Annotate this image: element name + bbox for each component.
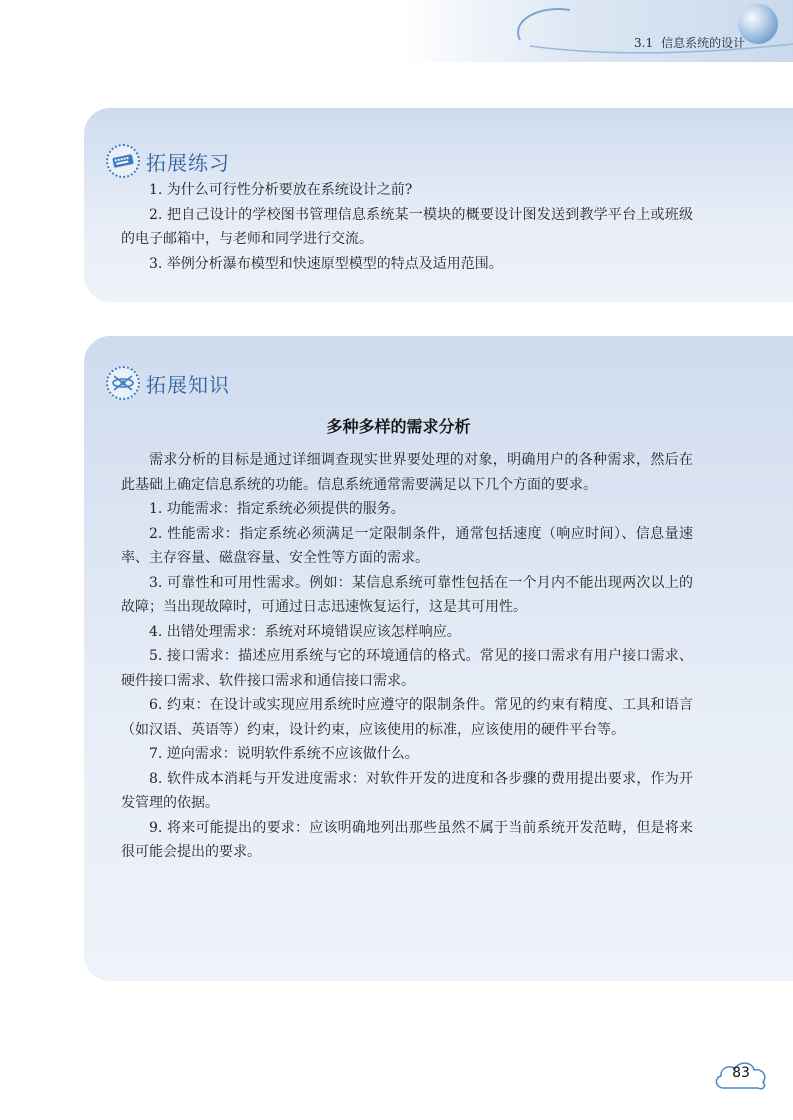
- knowledge-paragraph: 2. 性能需求：指定系统必须满足一定限制条件，通常包括速度（响应时间）、信息量速率、主存容量、磁盘容量、安全性等方面的需求。: [121, 525, 693, 566]
- section-title: 信息系统的设计: [661, 36, 746, 50]
- exercise-list: [121, 178, 693, 276]
- exercise-panel: [84, 108, 793, 302]
- exercise-item: 1. 为什么可行性分析要放在系统设计之前?: [149, 182, 413, 198]
- keyboard-icon: [106, 144, 140, 178]
- knowledge-paragraph: 3. 可靠性和可用性需求。例如：某信息系统可靠性包括在一个月内不能出现两次以上的故障；当出现故障时，可通过日志迅速恢复运行，这是其可用性。: [121, 574, 693, 615]
- globe-network-icon: [106, 366, 140, 400]
- knowledge-heading: [106, 366, 230, 400]
- running-header: [634, 34, 745, 51]
- exercise-heading-text: 拓展练习: [146, 150, 230, 175]
- exercise-item: 3. 举例分析瀑布模型和快速原型模型的特点及适用范围。: [149, 255, 503, 272]
- knowledge-paragraph: 9. 将来可能提出的要求：应该明确地列出那些虽然不属于当前系统开发范畴，但是将来很可能会提出的要求。: [121, 819, 693, 860]
- section-number: 3.1: [634, 36, 654, 50]
- knowledge-body: [121, 448, 693, 865]
- knowledge-paragraph: 4. 出错处理需求：系统对环境错误应该怎样响应。: [149, 623, 461, 640]
- knowledge-paragraph: 1. 功能需求：指定系统必须提供的服务。: [149, 501, 405, 517]
- page-number-badge: [712, 1056, 770, 1092]
- knowledge-paragraph: 8. 软件成本消耗与开发进度需求：对软件开发的进度和各步骤的费用提出要求，作为开发管理的依据。: [121, 770, 693, 811]
- knowledge-subtitle: 多种多样的需求分析: [326, 417, 471, 436]
- knowledge-paragraph: 6. 约束：在设计或实现应用系统时应遵守的限制条件。常见的约束有精度、工具和语言（如汉语、英语等）约束，设计约束，应该使用的标准，应该使用的硬件平台等。: [121, 697, 693, 738]
- knowledge-paragraph: 7. 逆向需求：说明软件系统不应该做什么。: [149, 746, 419, 762]
- knowledge-paragraph: 5. 接口需求：描述应用系统与它的环境通信的格式。常见的接口需求有用户接口需求、硬件接口需求、软件接口需求和通信接口需求。: [121, 648, 693, 689]
- knowledge-heading-text: 拓展知识: [146, 372, 230, 397]
- exercise-item: 2. 把自己设计的学校图书管理信息系统某一模块的概要设计图发送到教学平台上或班级的电子邮箱中，与老师和同学进行交流。: [121, 206, 693, 247]
- page-number: 83: [732, 1065, 750, 1081]
- knowledge-paragraph: 需求分析的目标是通过详细调查现实世界要处理的对象，明确用户的各种需求，然后在此基础上确定信息系统的功能。信息系统通常需要满足以下几个方面的要求。: [121, 452, 693, 493]
- knowledge-panel: [84, 336, 793, 981]
- exercise-heading: [106, 144, 230, 178]
